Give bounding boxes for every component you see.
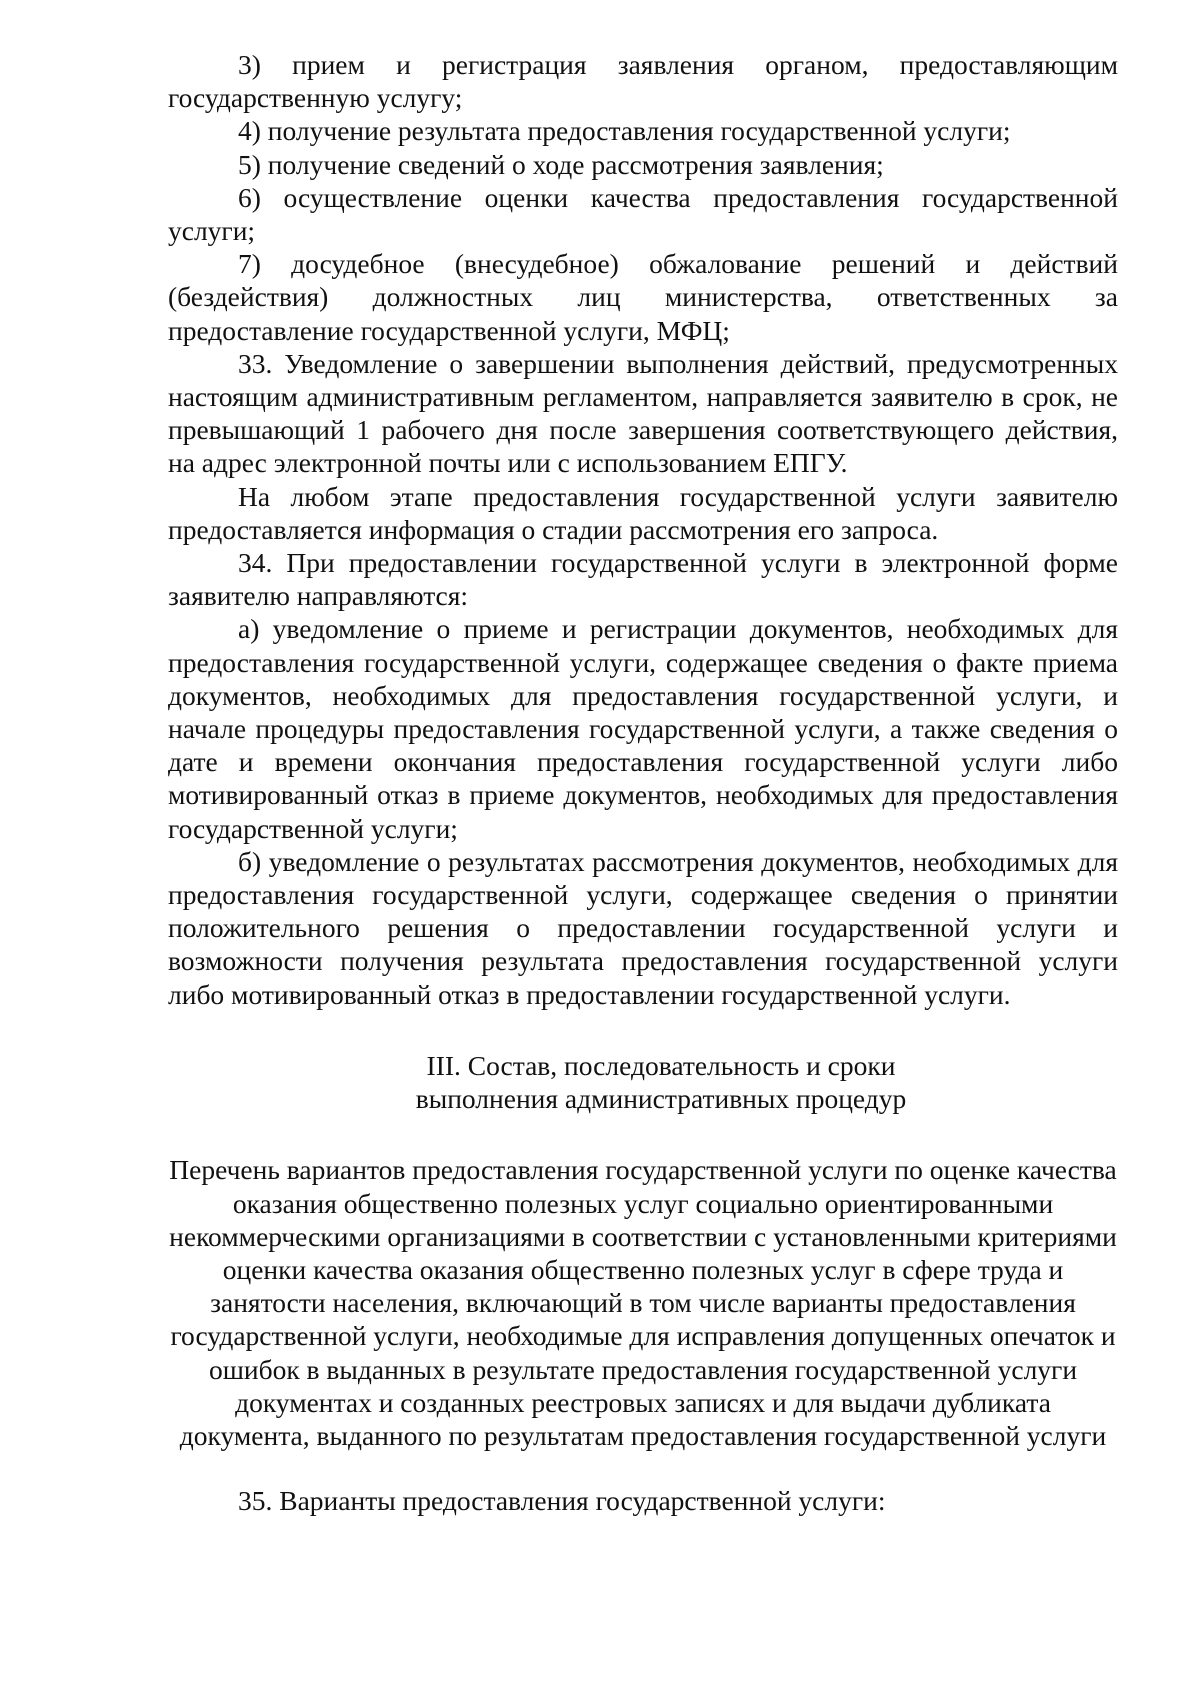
paragraph-item-6: 6) осуществление оценки качества предоставления государственной услуги; [168,181,1118,247]
section-heading-line-2: выполнения административных процедур [415,1083,907,1115]
paragraph-34-a: а) уведомление о приеме и регистрации документов, необходимых для предоставления государственной услуги, содержащее сведения о факте приема документов, необходимых для предоставления государственной услуги, и начале процедуры предоставления государственной услуги, а также сведения о дате и времени окончания предоставления государственной услуги либо мотивированный отказ в приеме документов, необходимых для предоставления государственной услуги; [168,613,1118,844]
section-heading-line-1: III. Состав, последовательность и сроки [426,1049,896,1081]
paragraph-item-3: 3) прием и регистрация заявления органом, предоставляющим государственную услугу; [168,49,1118,114]
paragraph-33: 33. Уведомление о завершении выполнения действий, предусмотренных настоящим административным регламентом, направляется заявителю в срок, не превышающий 1 рабочего дня после завершения соответствующего действия, на адрес электронной почты или с использованием ЕПГУ. [168,347,1118,479]
paragraph-item-4: 4) получение результата предоставления государственной услуги; [238,115,1011,147]
paragraph-34: 34. При предоставлении государственной услуги в электронной форме заявителю направляются: [168,547,1118,612]
paragraph-item-7: 7) досудебное (внесудебное) обжалование решений и действий (бездействия) должностных лиц министерства, ответственных за предоставление государственной услуги, МФЦ; [168,248,1118,346]
section-heading [168,1049,1118,1115]
paragraph-item-5: 5) получение сведений о ходе рассмотрения заявления; [238,148,884,180]
paragraph-any-stage: На любом этапе предоставления государственной услуги заявителю предоставляется информация о стадии рассмотрения его запроса. [168,480,1118,545]
paragraph-34-b: б) уведомление о результатах рассмотрения документов, необходимых для предоставления государственной услуги, содержащее сведения о принятии положительного решения о предоставлении государственной услуги и возможности получения результата предоставления государственной услуги либо мотивированный отказ в предоставлении государственной услуги. [168,845,1118,1010]
variants-list-heading: Перечень вариантов предоставления государственной услуги по оценке качества оказания общественно полезных услуг социально ориентированными некоммерческими организациями в соответствии с установленными критериями оценки качества оказания общественно полезных услуг в сфере труда и занятости населения, включающий в том числе варианты предоставления государственной услуги, необходимые для исправления допущенных опечаток и ошибок в выданных в результате предоставления государственной услуги документах и созданных реестровых записях и для выдачи дубликата документа, выданного по результатам предоставления государственной услуги [169,1154,1117,1451]
paragraph-35: 35. Варианты предоставления государственной услуги: [238,1485,886,1517]
document-page [168,48,1118,1517]
